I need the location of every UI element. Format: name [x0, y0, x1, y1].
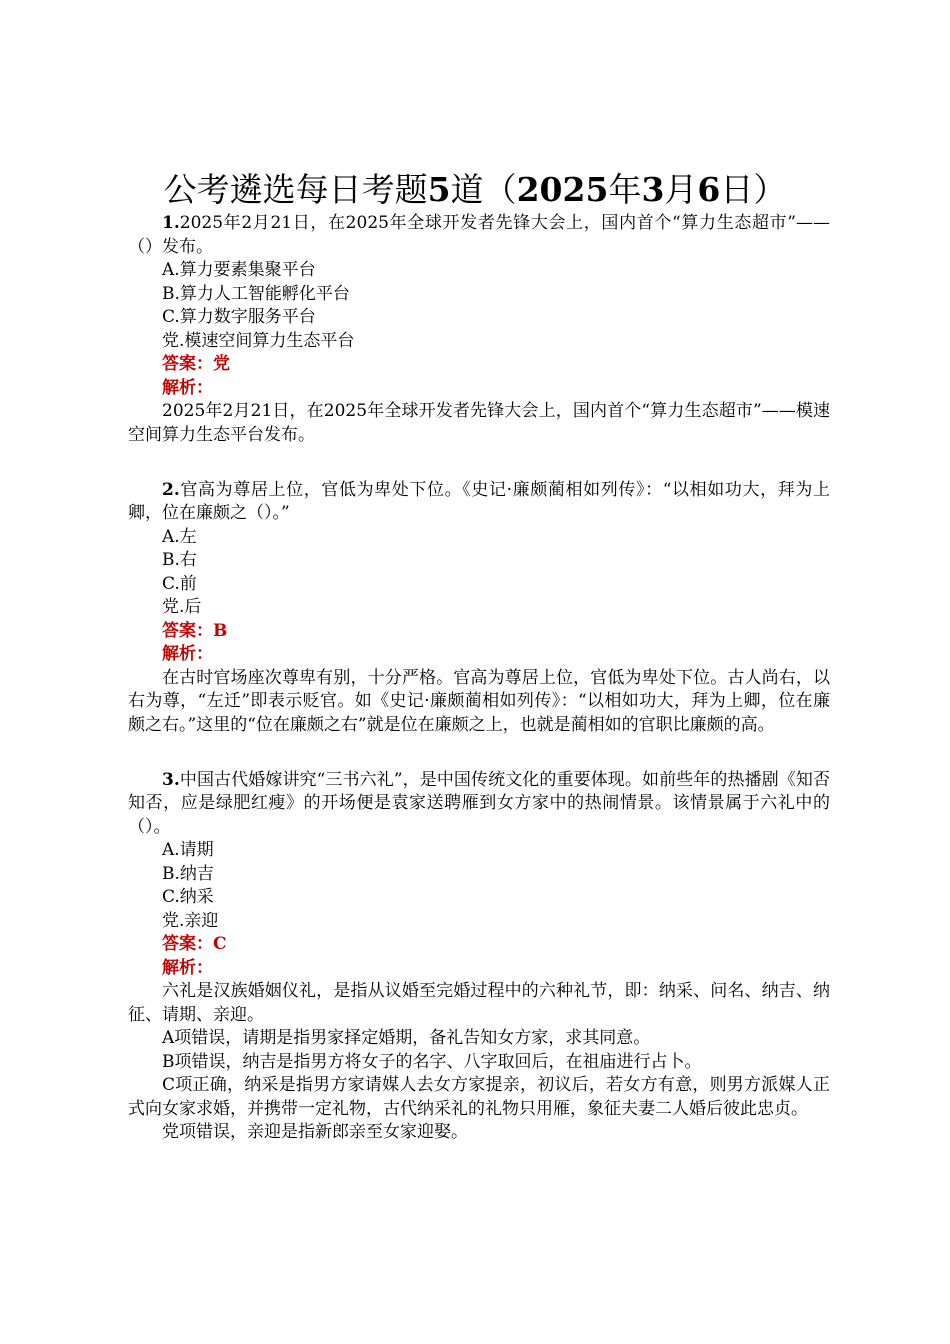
question-number: 1.: [162, 213, 180, 233]
question-stem: [128, 769, 830, 840]
analysis-label: 解析：: [162, 957, 213, 978]
analysis-text: C项正确，纳采是指男方家请媒人去女方家提亲，初议后，若女方有意，则男方派媒人正式向女家求婚，并携带一定礼物，古代纳采礼的礼物只用雁，象征夫妻二人婚后彼此忠贞。: [128, 1075, 830, 1119]
title-text: 年: [608, 170, 642, 209]
question-text: 中国古代婚嫁讲究“三书六礼”，是中国传统文化的重要体现。如前些年的热播剧《知否知否，应是绿肥红瘦》的开场便是袁家送聘雁到女方家中的热闹情景。该情景属于六礼中的（）。: [128, 769, 830, 837]
title-text: 日）: [720, 170, 787, 209]
answer-label: 答案：C: [162, 934, 227, 954]
option-d: 党.模速空间算力生态平台: [162, 330, 355, 351]
question-number: 3.: [162, 769, 180, 790]
question-stem: [128, 212, 830, 259]
question-text: 官高为尊居上位，官低为卑处下位。《史记·廉颇蔺相如列传》：“以相如功大，拜为上卿，位在廉颇之（）。”: [128, 479, 830, 523]
title-text: 月: [664, 170, 698, 209]
question-3: [128, 769, 830, 1145]
title-year: 2025: [516, 170, 609, 209]
analysis-text: 2025年2月21日，在2025年全球开发者先锋大会上，国内首个“算力生态超市”——模速空间算力生态平台发布。: [128, 401, 830, 445]
page-title: [0, 170, 950, 210]
option-b: B.纳吉: [162, 863, 214, 884]
analysis-text: B项错误，纳吉是指男方将女子的名字、八字取回后，在祖庙进行占卜。: [162, 1051, 702, 1072]
option-a: A.请期: [162, 840, 214, 860]
title-text: 公考遴选每日考题: [163, 170, 428, 209]
option-b: B.算力人工智能孵化平台: [162, 283, 350, 304]
answer-label: 答案：党: [162, 354, 230, 374]
option-d: 党.亲迎: [162, 910, 219, 931]
analysis-text: A项错误，请期是指男家择定婚期，备礼告知女方家，求其同意。: [162, 1028, 651, 1048]
option-a: A.算力要素集聚平台: [162, 260, 316, 280]
title-month: 3: [641, 170, 665, 209]
analysis-label: 解析：: [162, 644, 213, 664]
question-1: [128, 212, 830, 447]
answer-label: 答案：B: [162, 620, 228, 641]
option-d: 党.后: [162, 597, 202, 617]
option-c: C.前: [162, 573, 197, 594]
analysis-text: 在古时官场座次尊卑有别，十分严格。官高为尊居上位，官低为卑处下位。古人尚右，以右为尊，“左迁”即表示贬官。如《史记·廉颇蔺相如列传》：“以相如功大，拜为上卿，位在廉颇之右。”这里的“位在廉颇之右”就是位在廉颇之上，也就是蔺相如的官职比廉颇的高。: [128, 667, 830, 735]
option-c: C.纳采: [162, 887, 214, 907]
question-text: 2025年2月21日，在2025年全球开发者先锋大会上，国内首个“算力生态超市”——（）发布。: [128, 213, 830, 257]
analysis-text: 党项错误，亲迎是指新郎亲至女家迎娶。: [162, 1122, 468, 1142]
analysis-label: 解析：: [162, 377, 213, 398]
question-stem: [128, 479, 830, 526]
title-count: 5: [427, 170, 451, 209]
question-2: [128, 479, 830, 738]
analysis-text: 六礼是汉族婚姻仪礼，是指从议婚至完婚过程中的六种礼节，即：纳采、问名、纳吉、纳征、请期、亲迎。: [128, 981, 830, 1025]
option-a: A.左: [162, 526, 197, 547]
question-number: 2.: [162, 479, 180, 500]
option-b: B.右: [162, 550, 197, 570]
title-day: 6: [697, 170, 721, 209]
title-text: 道（: [450, 170, 517, 209]
question-list: [128, 212, 830, 1145]
option-c: C.算力数字服务平台: [162, 307, 316, 327]
